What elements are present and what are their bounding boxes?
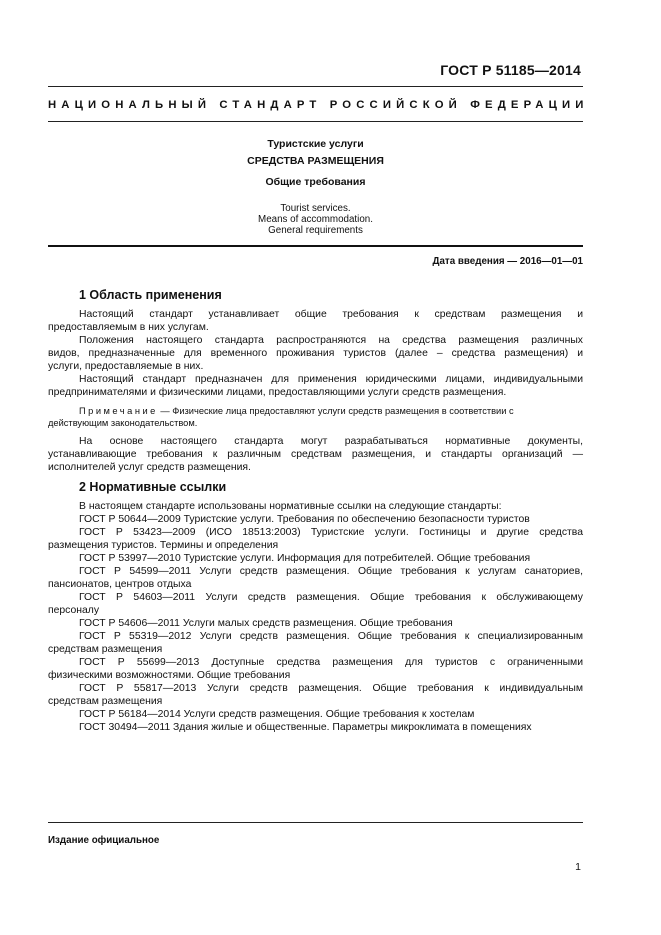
s2-line: ГОСТ Р 55699—2013 Доступные средства размещения для туристов с ограниченными	[79, 657, 583, 668]
section-1-heading: 1 Область применения	[79, 288, 222, 302]
s2-line: физическими возможностями. Общие требования	[48, 670, 291, 681]
title-line-2: СРЕДСТВА РАЗМЕЩЕНИЯ	[247, 155, 384, 167]
s2-line: размещения туристов. Термины и определения	[48, 540, 279, 551]
s2-line: В настоящем стандарте использованы нормативные ссылки на следующие стандарты:	[79, 501, 502, 512]
s2-line: ГОСТ Р 55817—2013 Услуги средств размещения. Общие требования к индивидуальным	[79, 683, 583, 694]
s1-p4-line2: устанавливающие требования к различным средствам размещения, и стандарты организаций —	[48, 449, 583, 460]
title-divider	[48, 245, 583, 247]
national-standard-banner: НАЦИОНАЛЬНЫЙ СТАНДАРТ РОССИЙСКОЙ ФЕДЕРАЦИИ	[48, 99, 589, 111]
edition-label: Издание официальное	[48, 835, 160, 846]
s2-line: средствам размещения	[48, 696, 163, 707]
s1-p4-line3: исполнителей услуг средств размещения.	[48, 462, 251, 473]
s1-note-line1	[48, 405, 583, 417]
title-line-3: Общие требования	[265, 176, 366, 188]
s2-line: персоналу	[48, 605, 100, 616]
introduction-date: Дата введения — 2016—01—01	[432, 256, 583, 267]
s1-p2-line3: услуги, предоставляемые в них.	[48, 361, 204, 372]
s2-line: ГОСТ Р 54603—2011 Услуги средств размещения. Общие требования к обслуживающему	[79, 592, 583, 603]
s2-line: пансионатов, центров отдыха	[48, 579, 192, 590]
s2-line: ГОСТ Р 53423—2009 (ИСО 18513:2003) Туристские услуги. Гостиницы и другие средства	[79, 527, 583, 538]
note-text: — Физические лица предоставляют услуги средств размещения в соответствии с	[157, 406, 514, 416]
english-title-3: General requirements	[268, 225, 363, 236]
standard-code: ГОСТ Р 51185—2014	[440, 62, 581, 78]
s1-p1-line1: Настоящий стандарт устанавливает общие требования к средствам размещения и	[79, 309, 583, 320]
s1-p3-line2: предпринимателями и физическими лицами, предоставляющими услуги средств размещения.	[48, 387, 507, 398]
s1-p2-line2: видов, предназначенные для временного проживания туристов (далее – средства размещения) и	[48, 348, 583, 359]
s1-p2-line1: Положения настоящего стандарта распространяются на средства размещения различных	[79, 335, 583, 346]
section-2-heading: 2 Нормативные ссылки	[79, 480, 227, 494]
s1-p4-line1: На основе настоящего стандарта могут разрабатываться нормативные документы,	[79, 436, 583, 447]
banner-divider	[48, 121, 583, 122]
s2-line: средствам размещения	[48, 644, 163, 655]
footer-divider	[48, 822, 583, 823]
note-label: Примечание	[79, 406, 158, 416]
s2-line: ГОСТ Р 50644—2009 Туристские услуги. Требования по обеспечению безопасности туристов	[79, 514, 530, 525]
s1-p1-line2: предоставляемым в них услугам.	[48, 322, 209, 333]
english-title-1: Tourist services.	[280, 203, 351, 214]
s2-line: ГОСТ Р 56184—2014 Услуги средств размещения. Общие требования к хостелам	[79, 709, 475, 720]
s1-p3-line1: Настоящий стандарт предназначен для применения юридическими лицами, индивидуальными	[79, 374, 583, 385]
s1-note-line2: действующим законодательством.	[48, 418, 198, 428]
s2-line: ГОСТ Р 54599—2011 Услуги средств размещения. Общие требования к услугам санаториев,	[79, 566, 583, 577]
s2-line: ГОСТ Р 55319—2012 Услуги средств размещения. Общие требования к специализированным	[79, 631, 583, 642]
s2-line: ГОСТ Р 54606—2011 Услуги малых средств размещения. Общие требования	[79, 618, 453, 629]
page-number: 1	[575, 861, 581, 873]
header-divider	[48, 86, 583, 87]
english-title-2: Means of accommodation.	[258, 214, 373, 225]
title-line-1: Туристские услуги	[267, 138, 364, 150]
s2-line: ГОСТ 30494—2011 Здания жилые и общественные. Параметры микроклимата в помещениях	[79, 722, 532, 733]
s2-line: ГОСТ Р 53997—2010 Туристские услуги. Информация для потребителей. Общие требования	[79, 553, 531, 564]
